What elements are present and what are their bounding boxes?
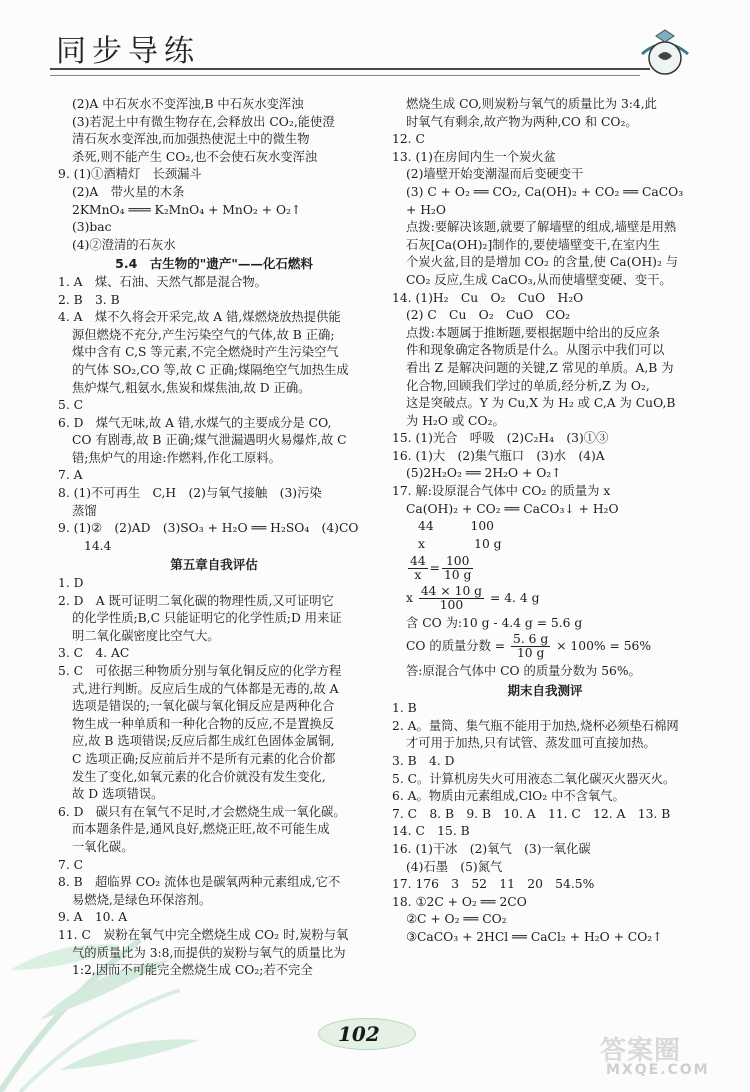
answer-line: 含 CO 为:10 g - 4.4 g = 5.6 g <box>406 616 583 631</box>
answer-line: 9. (1)①酒精灯 长颈漏斗 <box>58 167 202 182</box>
answer-line: 的气体 SO₂,CO 等,故 C 正确;煤隔绝空气加热生成 <box>72 362 349 377</box>
answer-line: 17. 176 3 52 11 20 54.5% <box>392 877 595 892</box>
answer-line: 一氧化碳。 <box>72 839 134 854</box>
answer-line: 8. (1)不可再生 C,H (2)与氧气接触 (3)污染 <box>58 486 322 501</box>
answer-line: 焦炉煤气,粗氨水,焦炭和煤焦油,故 D 正确。 <box>72 380 311 395</box>
answer-line: 7. A <box>58 468 83 483</box>
answer-line: 16. (1)干冰 (2)氧气 (3)一氧化碳 <box>392 841 591 856</box>
answer-line: 答:原混合气体中 CO 的质量分数为 56%。 <box>406 664 641 679</box>
answer-line: 6. A。物质由元素组成,ClO₂ 中不含氧气。 <box>392 789 625 804</box>
chemical-equation: ③CaCO₃ + 2HCl ══ CaCl₂ + H₂O + CO₂↑ <box>406 929 663 944</box>
answer-line: 1:2,因而不可能完全燃烧生成 CO₂;若不完全 <box>72 963 313 978</box>
header-rule <box>50 68 650 70</box>
answer-line: 气的质量比为 3:8,而提供的炭粉与氧气的质量比为 <box>72 945 346 960</box>
answer-line: CO₂ 反应,生成 CaCO₃,从而使墙壁变硬、变干。 <box>406 272 672 287</box>
section-heading: 第五章自我评估 <box>170 557 258 573</box>
answer-line: 为 H₂O 或 CO₂。 <box>406 413 505 428</box>
answer-line: 煤中含有 C,S 等元素,不完全燃烧时产生污染空气 <box>72 345 339 360</box>
answer-line: 选项是错误的;一氧化碳与氧化铜反应是两种化合 <box>72 699 335 714</box>
answer-line: CO 有剧毒,故 B 正确;煤气泄漏遇明火易爆炸,故 C <box>72 433 347 448</box>
answer-line: 发生了变化,如氧元素的化合价就没有发生变化, <box>72 769 326 784</box>
answer-line: 才可用于加热,只有试管、蒸发皿可直接加热。 <box>406 736 656 751</box>
answer-line: 的化学性质;B,C 只能证明它的化学性质;D 用来证 <box>72 611 342 626</box>
section-heading: 5.4 古生物的"遗产"——化石燃料 <box>115 256 313 272</box>
answer-line: 时氧气有剩余,故产物为两种,CO 和 CO₂。 <box>406 114 638 129</box>
answer-line: 2. A。量筒、集气瓶不能用于加热,烧杯必须垫石棉网 <box>392 718 679 733</box>
answer-line: (2)墙壁开始变潮湿而后变硬变干 <box>406 167 584 182</box>
answer-line: 1. D <box>58 576 84 591</box>
answer-column-right <box>392 96 698 947</box>
answer-line: (2)A 中石灰水不变浑浊,B 中石灰水变浑浊 <box>72 97 304 111</box>
answer-line: 14. C 15. B <box>392 824 470 839</box>
watermark-logo: 答案圈 <box>600 1036 682 1066</box>
answer-line: x 10 g <box>418 536 502 551</box>
header-rule-thin <box>50 75 640 76</box>
mass-fraction-equation: CO 的质量分数 = $\frac{5. 6 g}{10 g}$ × 100% = 56% <box>406 632 652 661</box>
answer-line: 13. (1)在房间内生一个炭火盆 <box>392 149 556 164</box>
fraction: $\frac{100}{10 g}$ <box>443 554 472 583</box>
answer-line: 8. B 超临界 CO₂ 流体也是碳氧两种元素组成,它不 <box>58 875 341 890</box>
answer-line: (2) C Cu O₂ CuO CO₂ <box>406 308 571 323</box>
answer-line: 易燃烧,是绿色环保溶剂。 <box>72 892 212 907</box>
chemical-equation: (3) C + O₂ ══ CO₂, Ca(OH)₂ + CO₂ ══ CaCO₃ <box>406 184 684 199</box>
answer-line: C 选项正确;反应前后并不是所有元素的化合价都 <box>72 751 336 766</box>
answer-line: (2)A 带火星的木条 <box>72 184 185 199</box>
watermark-url: MXQE.COM <box>606 1062 710 1078</box>
answer-line: 故 D 选项错误。 <box>72 787 164 802</box>
answer-line: 明二氧化碳密度比空气大。 <box>72 628 220 643</box>
answer-line: 9. (1)② (2)AD (3)SO₃ + H₂O ══ H₂SO₄ (4)CO <box>58 521 359 536</box>
answer-line: 5. C。计算机房失火可用液态二氧化碳灭火器灭火。 <box>392 771 676 786</box>
answer-line: 蒸馏 <box>72 503 97 518</box>
answer-line: (3)bac <box>72 220 112 235</box>
answer-line: 石灰[Ca(OH)₂]制作的,要使墙壁变干,在室内生 <box>406 237 660 252</box>
answer-line: 看出 Z 是解决问题的关键,Z 常见的单质。A,B 为 <box>406 360 674 375</box>
solve-equation: x $\frac{44 \times 10 g}{100}$ = 4. 4 g <box>406 584 540 613</box>
answer-line: 4. A 煤不久将会开采完,故 A 错,煤燃烧放热提供能 <box>58 310 341 325</box>
answer-line: 源但燃烧不充分,产生污染空气的气体,故 B 正确; <box>72 327 335 342</box>
chemical-equation: (5)2H₂O₂ ══ 2H₂O + O₂↑ <box>406 466 562 481</box>
answer-line: 件和现象确定各物质是什么。从图示中我们可以 <box>406 343 665 358</box>
fraction: $\frac{5. 6 g}{10 g}$ <box>513 632 549 661</box>
answer-line: 燃烧生成 CO,则炭粉与氧气的质量比为 3:4,此 <box>406 97 657 111</box>
answer-line: 5. C <box>58 398 84 413</box>
answer-line: 2. D A 既可证明二氧化碳的物理性质,又可证明它 <box>58 593 334 608</box>
page-number: 102 <box>338 1022 380 1046</box>
answer-line: 14.4 <box>84 538 112 553</box>
answer-line: 2. B 3. B <box>58 292 120 307</box>
chemical-equation: Ca(OH)₂ + CO₂ ══ CaCO₃↓ + H₂O <box>406 501 619 516</box>
answer-line: 3. B 4. D <box>392 754 455 768</box>
page-header-title: 同步导练 <box>56 34 200 69</box>
chemical-equation: 2KMnO₄ ═══ K₂MnO₄ + MnO₂ + O₂↑ <box>72 202 302 217</box>
answer-line: 5. C 可依据三种物质分别与氧化铜反应的化学方程 <box>58 664 342 678</box>
section-heading: 期末自我测评 <box>507 682 583 698</box>
ratio-equation: $\frac{44}{x}$ = $\frac{100}{10 g}$ <box>410 554 472 583</box>
answer-line: 1. A 煤、石油、天然气都是混合物。 <box>58 274 267 289</box>
answer-line: 9. A 10. A <box>58 910 128 925</box>
answer-line: 7. C 8. B 9. B 10. A 11. C 12. A 13. B <box>392 806 671 821</box>
answer-line: 应,故 B 选项错误;反应后都生成红色固体金属铜, <box>72 734 335 749</box>
answer-line: 44 100 <box>418 519 495 534</box>
answer-line: 化合物,回顾我们学过的单质,经分析,Z 为 O₂, <box>406 378 650 393</box>
chemical-equation: ②C + O₂ ══ CO₂ <box>406 912 507 927</box>
answer-line: 杀死,则不能产生 CO₂,也不会使石灰水变浑浊 <box>72 149 318 164</box>
answer-line: 物生成一种单质和一种化合物的反应,不是置换反 <box>72 716 335 731</box>
answer-line: (4)石墨 (5)氮气 <box>406 859 503 874</box>
answer-line: 式,进行判断。反应后生成的气体都是无毒的,故 A <box>72 681 339 696</box>
answer-line: 3. C 4. AC <box>58 646 130 661</box>
answer-column-left <box>58 96 370 980</box>
answer-line: 16. (1)大 (2)集气瓶口 (3)水 (4)A <box>392 448 605 463</box>
answer-line: 6. D 煤气无味,故 A 错,水煤气的主要成分是 CO, <box>58 415 332 430</box>
answer-line: 而本题条件是,通风良好,燃烧正旺,故不可能生成 <box>72 822 330 837</box>
answer-line: 7. C <box>58 857 84 872</box>
answer-line: 12. C <box>392 132 425 147</box>
fraction: $\frac{44}{x}$ <box>410 554 426 583</box>
answer-line: 错;焦炉气的用途:作燃料,作化工原料。 <box>72 450 281 465</box>
answer-line: (4)②澄清的石灰水 <box>72 237 176 252</box>
answer-line: 点拨:要解决该题,就要了解墙壁的组成,墙壁是用熟 <box>406 220 677 235</box>
fraction: $\frac{44 \times 10 g}{100}$ <box>420 584 483 613</box>
answer-line: 个炭火盆,目的是增加 CO₂ 的含量,使 Ca(OH)₂ 与 <box>406 255 679 270</box>
answer-line: 点拨:本题属于推断题,要根据题中给出的反应条 <box>406 325 660 340</box>
answer-line: 14. (1)H₂ Cu O₂ CuO H₂O <box>392 290 584 305</box>
answer-line: 这是突破点。Y 为 Cu,X 为 H₂ 或 C,A 为 CuO,B <box>406 396 676 411</box>
teacher-guide-logo-icon <box>634 28 696 80</box>
answer-line: 1. B <box>392 701 417 716</box>
answer-line: 11. C 炭粉在氧气中完全燃烧生成 CO₂ 时,炭粉与氧 <box>58 927 349 942</box>
answer-line: 清石灰水变浑浊,而加强热使泥土中的微生物 <box>72 132 310 147</box>
chemical-equation: 18. ①2C + O₂ ══ 2CO <box>392 894 527 909</box>
answer-line: (3)若泥土中有微生物存在,会释放出 CO₂,能使澄 <box>72 114 335 129</box>
chemical-equation: + H₂O <box>406 202 446 217</box>
answer-line: 6. D 碳只有在氧气不足时,才会燃烧生成一氧化碳。 <box>58 804 346 819</box>
answer-line: 15. (1)光合 呼吸 (2)C₂H₄ (3)①③ <box>392 431 609 446</box>
answer-line: 17. 解:设原混合气体中 CO₂ 的质量为 x <box>392 484 611 499</box>
